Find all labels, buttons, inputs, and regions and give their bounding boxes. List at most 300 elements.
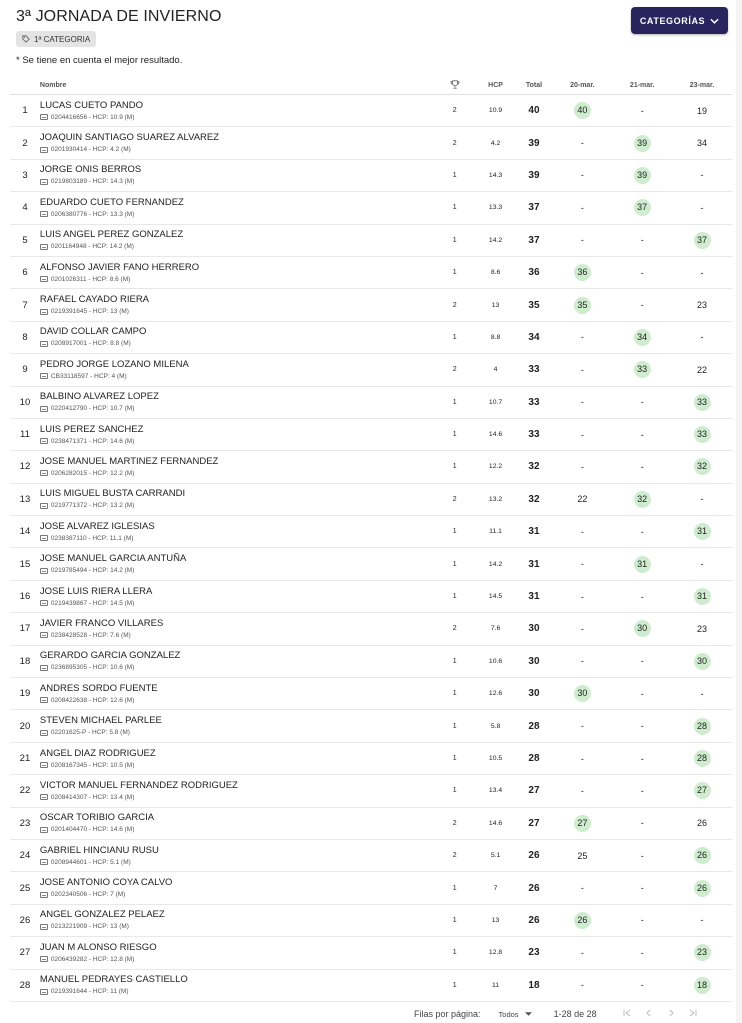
total-cell: 26: [516, 839, 553, 871]
day-2-cell: [612, 872, 672, 904]
table-row: [10, 159, 732, 191]
col-hcp[interactable]: HCP: [476, 76, 516, 95]
rounds-cell: 1: [434, 451, 476, 483]
hcp-cell: 12.6: [476, 678, 516, 710]
table-row: [10, 192, 732, 224]
day-3-cell: [672, 678, 732, 710]
day-2-cell: [612, 904, 672, 936]
hcp-cell: 13: [476, 904, 516, 936]
player-license-text: 02201625-P - HCP: 5.8 (M): [50, 729, 130, 737]
table-row: [10, 256, 732, 288]
player-cell[interactable]: [40, 289, 434, 321]
position-cell: 26: [10, 904, 40, 936]
player-cell[interactable]: [40, 807, 434, 839]
position-cell: 10: [10, 386, 40, 418]
day-3-cell: [672, 580, 732, 612]
hcp-cell: 14.6: [476, 807, 516, 839]
day-score: -: [700, 688, 704, 699]
table-row: [10, 321, 732, 353]
day-3-cell: [672, 321, 732, 353]
day-2-cell: [612, 451, 672, 483]
id-card-icon: [40, 373, 48, 379]
player-license: [40, 728, 434, 737]
day-2-cell: [612, 289, 672, 321]
categories-button-label: CATEGORÍAS: [639, 15, 706, 26]
position-cell: 23: [10, 807, 40, 839]
day-2-cell: [612, 354, 672, 386]
rounds-cell: 1: [434, 418, 476, 450]
day-score: -: [580, 721, 584, 732]
day-1-cell: [552, 386, 612, 418]
player-license-text: 0206439282 - HCP: 12.8 (M): [50, 955, 135, 963]
day-3-cell: [672, 95, 732, 127]
next-page-button[interactable]: [669, 1009, 675, 1019]
table-row: [10, 483, 732, 515]
day-1-cell: [552, 289, 612, 321]
total-cell: 28: [516, 742, 553, 774]
table-row: [10, 937, 732, 969]
table-row: [10, 645, 732, 677]
table-row: [10, 872, 732, 904]
player-cell[interactable]: [40, 742, 434, 774]
hcp-cell: 4.2: [476, 127, 516, 159]
day-1-cell: [552, 159, 612, 191]
day-2-cell: [612, 742, 672, 774]
player-cell[interactable]: [40, 95, 434, 127]
prev-page-button[interactable]: [645, 1009, 651, 1019]
day-score: -: [580, 235, 584, 246]
rounds-cell: 2: [434, 613, 476, 645]
player-license-text: 0238471371 - HCP: 14.6 (M): [50, 437, 135, 445]
table-row: [10, 678, 732, 710]
player-license-text: 0236895305 - HCP: 10.6 (M): [50, 664, 135, 672]
id-card-icon: [40, 632, 48, 638]
best-score-badge: 39: [634, 135, 651, 152]
id-card-icon: [40, 244, 48, 250]
player-name: EDUARDO CUETO FERNANDEZ: [39, 196, 184, 208]
player-cell[interactable]: [40, 678, 434, 710]
day-1-cell: [552, 742, 612, 774]
rounds-cell: 2: [434, 807, 476, 839]
player-license: [40, 372, 434, 381]
hcp-cell: 5.8: [476, 710, 516, 742]
best-score-badge: 33: [694, 426, 711, 443]
player-cell[interactable]: [40, 127, 434, 159]
trophy-icon: [450, 80, 460, 89]
col-name[interactable]: Nombre: [40, 76, 434, 95]
id-card-icon: [40, 827, 48, 833]
player-license-text: 0204416656 - HCP: 10.9 (M): [50, 113, 135, 121]
id-card-icon: [40, 600, 48, 606]
player-license-text: 0208414307 - HCP: 13.4 (M): [50, 793, 135, 801]
table-row: [10, 418, 732, 450]
day-score: -: [640, 591, 644, 602]
player-license: [40, 987, 434, 996]
player-cell[interactable]: [40, 710, 434, 742]
player-license: [40, 761, 434, 770]
position-cell: 19: [10, 678, 40, 710]
col-total[interactable]: Total: [516, 76, 553, 95]
day-2-cell: [612, 256, 672, 288]
player-name: GERARDO GARCIA GONZALEZ: [39, 650, 181, 662]
day-1-cell: [552, 256, 612, 288]
player-name: JOSE ALVAREZ IGLESIAS: [39, 520, 155, 532]
player-name: LUIS ANGEL PEREZ GONZALEZ: [39, 229, 184, 241]
player-cell[interactable]: [40, 645, 434, 677]
day-2-cell: [612, 645, 672, 677]
rows-per-page-value: Todos: [498, 1009, 519, 1019]
day-score: -: [640, 850, 644, 861]
player-cell[interactable]: [40, 256, 434, 288]
day-3-cell: [672, 969, 732, 1001]
total-cell: 27: [516, 807, 553, 839]
hcp-cell: 13: [476, 289, 516, 321]
hcp-cell: 7.6: [476, 613, 516, 645]
hcp-cell: 10.7: [476, 386, 516, 418]
day-score: -: [700, 559, 704, 570]
day-2-cell: [612, 969, 672, 1001]
total-cell: 23: [516, 937, 553, 969]
player-name: ALFONSO JAVIER FANO HERRERO: [39, 261, 200, 273]
player-license-text: 0213221909 - HCP: 13 (M): [50, 923, 129, 931]
player-name: ANDRES SORDO FUENTE: [39, 682, 158, 694]
table-row: [10, 127, 732, 159]
player-name: VICTOR MANUEL FERNANDEZ RODRIGUEZ: [39, 779, 238, 791]
best-score-badge: 26: [574, 912, 591, 929]
day-score: -: [580, 591, 584, 602]
position-cell: 14: [10, 516, 40, 548]
day-2-cell: [612, 321, 672, 353]
position-cell: 21: [10, 742, 40, 774]
rounds-cell: 2: [434, 483, 476, 515]
day-1-cell: [552, 872, 612, 904]
player-name: RAFAEL CAYADO RIERA: [39, 294, 150, 306]
player-name: LUIS PEREZ SANCHEZ: [39, 423, 144, 435]
first-page-button[interactable]: [623, 1009, 631, 1019]
player-license: [40, 307, 434, 316]
position-cell: 15: [10, 548, 40, 580]
rounds-cell: 1: [434, 742, 476, 774]
day-2-cell: [612, 678, 672, 710]
player-cell[interactable]: [40, 937, 434, 969]
id-card-icon: [40, 309, 48, 315]
total-cell: 27: [516, 775, 553, 807]
col-day-3[interactable]: 23-mar.: [672, 76, 732, 95]
best-score-badge: 30: [694, 653, 711, 670]
rounds-cell: 1: [434, 321, 476, 353]
position-cell: 6: [10, 256, 40, 288]
id-card-icon: [40, 859, 48, 865]
best-score-badge: 30: [574, 685, 591, 702]
rounds-cell: 2: [434, 839, 476, 871]
player-license: [40, 113, 434, 122]
day-3-cell: [672, 775, 732, 807]
day-score: -: [640, 980, 644, 991]
hcp-cell: 12.8: [476, 937, 516, 969]
day-score: 25: [577, 850, 588, 861]
day-score: -: [640, 818, 644, 829]
best-score-badge: 31: [694, 523, 711, 540]
player-name: BALBINO ALVAREZ LOPEZ: [39, 391, 159, 403]
player-name: JAVIER FRANCO VILLARES: [39, 617, 164, 629]
total-cell: 26: [516, 872, 553, 904]
best-score-badge: 32: [694, 458, 711, 475]
player-name: ANGEL GONZALEZ PELAEZ: [39, 909, 165, 921]
best-score-badge: 18: [694, 977, 711, 994]
player-license: [40, 501, 434, 510]
id-card-icon: [40, 730, 48, 736]
player-cell[interactable]: [40, 159, 434, 191]
best-score-badge: 33: [694, 394, 711, 411]
table-row: [10, 839, 732, 871]
player-license-text: 0219391645 - HCP: 13 (M): [50, 308, 129, 316]
day-1-cell: [552, 321, 612, 353]
table-row: [10, 807, 732, 839]
table-row: [10, 224, 732, 256]
hcp-cell: 7: [476, 872, 516, 904]
best-score-badge: 36: [574, 264, 591, 281]
day-1-cell: [552, 418, 612, 450]
day-1-cell: [552, 224, 612, 256]
player-license: [40, 534, 434, 543]
day-1-cell: [552, 354, 612, 386]
total-cell: 33: [516, 354, 553, 386]
best-score-badge: 26: [694, 847, 711, 864]
total-cell: 32: [516, 451, 553, 483]
total-cell: 31: [516, 548, 553, 580]
player-name: JOSE MANUEL MARTINEZ FERNANDEZ: [39, 455, 219, 467]
position-cell: 1: [10, 95, 40, 127]
day-1-cell: [552, 580, 612, 612]
category-chip-label: 1ª CATEGORIA: [34, 34, 91, 44]
rounds-cell: 1: [434, 159, 476, 191]
player-license: [40, 922, 434, 931]
player-cell[interactable]: [40, 192, 434, 224]
player-cell[interactable]: [40, 904, 434, 936]
tag-icon: [22, 35, 30, 43]
player-name: JOSE MANUEL GARCIA ANTUÑA: [39, 553, 187, 565]
day-score: 34: [697, 138, 708, 149]
day-score: -: [640, 753, 644, 764]
day-2-cell: [612, 580, 672, 612]
position-cell: 4: [10, 192, 40, 224]
player-name: JOSE LUIS RIERA LLERA: [39, 585, 153, 597]
results-note: * Se tiene en cuenta el mejor resultado.: [16, 55, 183, 66]
day-2-cell: [612, 710, 672, 742]
total-cell: 37: [516, 224, 553, 256]
player-license: [40, 339, 434, 348]
player-cell[interactable]: [40, 580, 434, 612]
total-cell: 30: [516, 678, 553, 710]
player-license: [40, 145, 434, 154]
id-card-icon: [40, 892, 48, 898]
best-score-badge: 39: [634, 167, 651, 184]
col-day-2[interactable]: 21-mar.: [612, 76, 672, 95]
total-cell: 28: [516, 710, 553, 742]
total-cell: 30: [516, 645, 553, 677]
player-cell[interactable]: [40, 321, 434, 353]
day-score: 22: [697, 364, 708, 375]
table-row: [10, 969, 732, 1001]
table-row: [10, 904, 732, 936]
day-1-cell: [552, 678, 612, 710]
id-card-icon: [40, 211, 48, 217]
page-scrollbar[interactable]: [736, 0, 742, 1023]
player-license-text: 0208422638 - HCP: 12.6 (M): [50, 696, 135, 704]
player-license: [40, 858, 434, 867]
day-score: 22: [577, 494, 588, 505]
day-score: -: [580, 947, 584, 958]
id-card-icon: [40, 470, 48, 476]
day-score: -: [580, 623, 584, 634]
position-cell: 7: [10, 289, 40, 321]
day-2-cell: [612, 386, 672, 418]
player-cell[interactable]: [40, 224, 434, 256]
day-1-cell: [552, 127, 612, 159]
day-3-cell: [672, 159, 732, 191]
position-cell: 13: [10, 483, 40, 515]
player-name: DAVID COLLAR CAMPO: [39, 326, 147, 338]
id-card-icon: [40, 665, 48, 671]
rounds-cell: 1: [434, 969, 476, 1001]
category-chip[interactable]: [16, 31, 96, 47]
player-cell[interactable]: [40, 516, 434, 548]
player-license: [40, 663, 434, 672]
player-license-text: 0208944601 - HCP: 5.1 (M): [50, 858, 131, 866]
day-1-cell: [552, 775, 612, 807]
player-cell[interactable]: [40, 386, 434, 418]
position-cell: 27: [10, 937, 40, 969]
day-3-cell: [672, 256, 732, 288]
day-score: -: [640, 397, 644, 408]
player-cell[interactable]: [40, 418, 434, 450]
id-card-icon: [40, 276, 48, 282]
best-score-badge: 40: [574, 102, 591, 119]
player-name: ANGEL DIAZ RODRIGUEZ: [39, 747, 156, 759]
position-cell: 25: [10, 872, 40, 904]
day-score: -: [640, 688, 644, 699]
id-card-icon: [40, 503, 48, 509]
total-cell: 35: [516, 289, 553, 321]
day-score: -: [580, 980, 584, 991]
day-score: -: [700, 494, 704, 505]
day-score: -: [640, 235, 644, 246]
page-title: 3ª JORNADA DE INVIERNO: [16, 8, 222, 25]
results-table-body: [10, 95, 732, 1002]
player-license-text: 0201026311 - HCP: 8.6 (M): [50, 275, 131, 283]
player-name: OSCAR TORIBIO GARCIA: [39, 812, 155, 824]
player-license: [40, 696, 434, 705]
player-license: [40, 437, 434, 446]
id-card-icon: [40, 535, 48, 541]
day-1-cell: [552, 807, 612, 839]
day-score: -: [640, 915, 644, 926]
day-3-cell: [672, 192, 732, 224]
col-rounds[interactable]: [434, 76, 476, 95]
player-cell[interactable]: [40, 969, 434, 1001]
last-page-button[interactable]: [689, 1009, 697, 1019]
day-3-cell: [672, 904, 732, 936]
rounds-cell: 2: [434, 354, 476, 386]
caret-down-icon: [525, 1012, 532, 1016]
position-cell: 5: [10, 224, 40, 256]
day-score: -: [700, 332, 704, 343]
player-license: [40, 825, 434, 834]
day-1-cell: [552, 904, 612, 936]
id-card-icon: [40, 438, 48, 444]
total-cell: 18: [516, 969, 553, 1001]
day-score: -: [640, 461, 644, 472]
player-cell[interactable]: [40, 354, 434, 386]
day-3-cell: [672, 127, 732, 159]
rounds-cell: 1: [434, 710, 476, 742]
day-score: 19: [697, 105, 708, 116]
day-score: -: [700, 267, 704, 278]
player-license-text: 0208917001 - HCP: 8.8 (M): [50, 340, 131, 348]
player-cell[interactable]: [40, 451, 434, 483]
day-3-cell: [672, 548, 732, 580]
id-card-icon: [40, 794, 48, 800]
day-1-cell: [552, 645, 612, 677]
id-card-icon: [40, 179, 48, 185]
day-3-cell: [672, 516, 732, 548]
player-license-text: 0201930414 - HCP: 4.2 (M): [50, 146, 131, 154]
day-1-cell: [552, 516, 612, 548]
total-cell: 34: [516, 321, 553, 353]
player-license-text: 0201164948 - HCP: 14.2 (M): [50, 243, 134, 251]
player-cell[interactable]: [40, 548, 434, 580]
player-cell[interactable]: [40, 775, 434, 807]
best-score-badge: 23: [694, 944, 711, 961]
id-card-icon: [40, 989, 48, 995]
day-score: -: [580, 461, 584, 472]
day-3-cell: [672, 742, 732, 774]
rounds-cell: 2: [434, 127, 476, 159]
day-1-cell: [552, 613, 612, 645]
total-cell: 32: [516, 483, 553, 515]
player-cell[interactable]: [40, 613, 434, 645]
player-cell[interactable]: [40, 872, 434, 904]
results-table: [10, 76, 732, 1002]
best-score-badge: 26: [694, 880, 711, 897]
player-name: JOAQUIN SANTIAGO SUAREZ ALVAREZ: [39, 132, 220, 144]
first-page-icon: [623, 1009, 631, 1017]
player-cell[interactable]: [40, 839, 434, 871]
player-license-text: 0206380776 - HCP: 13.3 (M): [50, 210, 135, 218]
day-score: -: [640, 429, 644, 440]
player-license: [40, 469, 434, 478]
hcp-cell: 14.6: [476, 418, 516, 450]
day-3-cell: [672, 386, 732, 418]
player-name: LUCAS CUETO PANDO: [39, 99, 144, 111]
position-cell: 22: [10, 775, 40, 807]
day-2-cell: [612, 95, 672, 127]
player-cell[interactable]: [40, 483, 434, 515]
player-name: JUAN M ALONSO RIESGO: [39, 941, 157, 953]
player-license-text: 0219785494 - HCP: 14.2 (M): [50, 567, 135, 575]
player-license: [40, 631, 434, 640]
categories-button[interactable]: [631, 7, 728, 34]
table-row: [10, 95, 732, 127]
best-score-badge: 37: [694, 232, 711, 249]
hcp-cell: 10.5: [476, 742, 516, 774]
day-1-cell: [552, 839, 612, 871]
day-3-cell: [672, 645, 732, 677]
col-day-1[interactable]: 20-mar.: [552, 76, 612, 95]
pagination: [414, 1009, 697, 1019]
total-cell: 36: [516, 256, 553, 288]
rows-per-page-select[interactable]: [499, 1010, 532, 1019]
